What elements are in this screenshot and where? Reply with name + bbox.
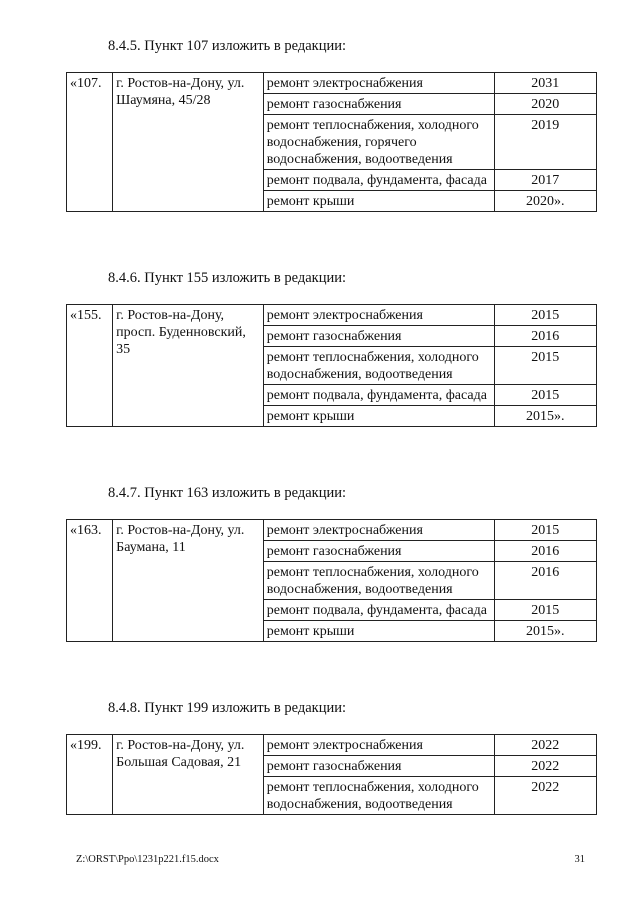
footer-page-number: 31 [574,854,585,865]
amendment-table [66,734,597,815]
year-cell: 2031 [494,73,596,94]
work-cell: ремонт газоснабжения [263,326,494,347]
section-heading: 8.4.5. Пункт 107 изложить в редакции: [108,38,347,54]
work-cell: ремонт теплоснабжения, холодного водоснабжения, водоотведения [263,777,494,815]
year-cell: 2015 [494,305,596,326]
year-cell: 2020». [494,191,596,212]
item-number: «163. [67,520,113,642]
amendment-table [66,72,597,212]
work-cell: ремонт теплоснабжения, холодного водоснабжения, горячего водоснабжения, водоотведения [263,115,494,170]
year-cell: 2020 [494,94,596,115]
year-cell: 2015 [494,600,596,621]
work-cell: ремонт электроснабжения [263,73,494,94]
work-cell: ремонт газоснабжения [263,94,494,115]
amendment-table [66,519,597,642]
year-cell: 2015». [494,621,596,642]
item-number: «107. [67,73,113,212]
section-heading: 8.4.6. Пункт 155 изложить в редакции: [108,270,347,286]
work-cell: ремонт газоснабжения [263,541,494,562]
section-heading: 8.4.7. Пункт 163 изложить в редакции: [108,485,347,501]
section-heading: 8.4.8. Пункт 199 изложить в редакции: [108,700,347,716]
footer-file-path: Z:\ORST\Ppo\1231p221.f15.docx [76,854,219,865]
table-row [67,305,597,326]
address-cell: г. Ростов-на-Дону, просп. Буденновский, 35 [113,305,264,427]
table-row [67,735,597,756]
work-cell: ремонт электроснабжения [263,735,494,756]
table-row [67,520,597,541]
amendment-table [66,304,597,427]
year-cell: 2016 [494,562,596,600]
year-cell: 2022 [494,756,596,777]
work-cell: ремонт подвала, фундамента, фасада [263,385,494,406]
year-cell: 2015 [494,520,596,541]
year-cell: 2019 [494,115,596,170]
year-cell: 2022 [494,735,596,756]
item-number: «155. [67,305,113,427]
address-cell: г. Ростов-на-Дону, ул. Большая Садовая, 21 [113,735,264,815]
year-cell: 2017 [494,170,596,191]
work-cell: ремонт подвала, фундамента, фасада [263,170,494,191]
work-cell: ремонт крыши [263,406,494,427]
work-cell: ремонт газоснабжения [263,756,494,777]
address-cell: г. Ростов-на-Дону, ул. Шаумяна, 45/28 [113,73,264,212]
year-cell: 2015». [494,406,596,427]
year-cell: 2022 [494,777,596,815]
work-cell: ремонт крыши [263,191,494,212]
work-cell: ремонт крыши [263,621,494,642]
year-cell: 2016 [494,326,596,347]
work-cell: ремонт подвала, фундамента, фасада [263,600,494,621]
work-cell: ремонт электроснабжения [263,305,494,326]
work-cell: ремонт электроснабжения [263,520,494,541]
table-row [67,73,597,94]
year-cell: 2016 [494,541,596,562]
year-cell: 2015 [494,385,596,406]
address-cell: г. Ростов-на-Дону, ул. Баумана, 11 [113,520,264,642]
year-cell: 2015 [494,347,596,385]
item-number: «199. [67,735,113,815]
work-cell: ремонт теплоснабжения, холодного водоснабжения, водоотведения [263,562,494,600]
work-cell: ремонт теплоснабжения, холодного водоснабжения, водоотведения [263,347,494,385]
